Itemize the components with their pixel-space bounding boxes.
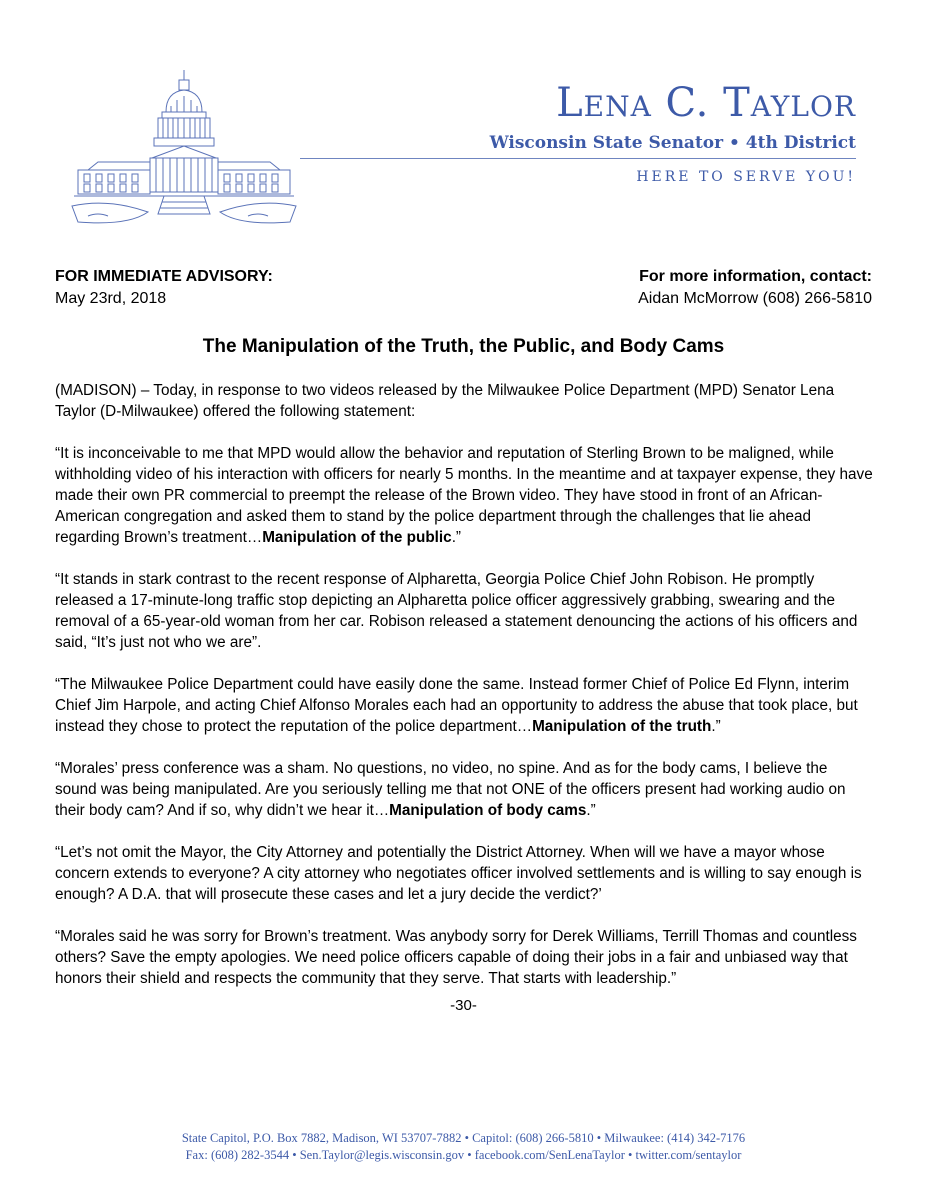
end-mark: -30-: [450, 997, 477, 1014]
press-release-body: [55, 380, 873, 1010]
paragraph: “It is inconceivable to me that MPD would allow the behavior and reputation of Sterling Brown to be maligned, while withholding video of his interaction with officers for nearly 5 months. In the meantime and at taxpayer expense, they have made their own PR commercial to preempt the release of the Brown video. They have stood in front of an African-American congregation and asked them to stand by the police department through the challenges that lie ahead regarding Brown’s treatment…Manipulation of the public.”: [55, 445, 873, 546]
senator-name: Lena C. Taylor: [556, 80, 856, 126]
contact-info: Aidan McMorrow (608) 266-5810: [638, 290, 872, 307]
emphasis-text: Manipulation of the public: [262, 529, 452, 546]
paragraph: “It stands in stark contrast to the recent response of Alpharetta, Georgia Police Chief John Robison. He promptly released a 17-minute-long traffic stop depicting an Alpharetta police officer aggressively grabbing, swearing and the removal of a 65-year-old woman from her car. Robison released a statement denouncing the actions of his officers and said, “It’s just not who we are”.: [55, 571, 858, 651]
paragraph: “Morales said he was sorry for Brown’s treatment. Was anybody sorry for Derek Williams, Terrill Thomas and countless others? Save the empty apologies. We need police officers capable of doing their jobs in a fair and unbiased way that honors their shield and respects the community that they serve. That starts with leadership.”: [55, 928, 857, 987]
paragraph: “Let’s not omit the Mayor, the City Attorney and potentially the District Attorney. When will we have a mayor whose concern extends to everyone? A city attorney who negotiates officer involved settlements and is willing to say enough is enough? A D.A. that will prosecute these cases and let a jury decide the verdict?’: [55, 844, 862, 903]
footer-contact-line: Fax: (608) 282-3544 • Sen.Taylor@legis.wisconsin.gov • facebook.com/SenLenaTaylor • twitter.com/sentaylor: [185, 1148, 742, 1162]
press-release-headline: The Manipulation of the Truth, the Public, and Body Cams: [202, 336, 725, 357]
paragraph: (MADISON) – Today, in response to two videos released by the Milwaukee Police Department (MPD) Senator Lena Taylor (D-Milwaukee) offered the following statement:: [55, 382, 835, 420]
contact-label: For more information, contact:: [639, 268, 872, 285]
emphasis-text: Manipulation of the truth: [532, 718, 712, 735]
emphasis-text: Manipulation of body cams: [389, 802, 587, 819]
release-date: May 23rd, 2018: [55, 290, 167, 307]
paragraph: “The Milwaukee Police Department could have easily done the same. Instead former Chief of Police Ed Flynn, interim Chief Jim Harpole, and acting Chief Alfonso Morales each had an opportunity to address the abuse that took place, but instead they chose to protect the reputation of the police department…Manipulation of the truth.”: [55, 676, 858, 735]
letterhead-divider: [300, 158, 856, 159]
senator-title: Wisconsin State Senator • 4th District: [489, 133, 856, 153]
paragraph: “Morales’ press conference was a sham. No questions, no video, no spine. And as for the body cams, I believe the sound was being manipulated. Are you seriously telling me that not ONE of the officers present had working audio on their body cam? And if so, why didn’t we hear it…Manipulation of body cams.”: [55, 760, 846, 819]
letterhead-slogan: HERE TO SERVE YOU!: [636, 169, 856, 185]
capitol-building-icon: [68, 66, 300, 234]
footer-address-line: State Capitol, P.O. Box 7882, Madison, WI 53707-7882 • Capitol: (608) 266-5810 • Milwaukee: (414) 342-7176: [181, 1131, 746, 1145]
advisory-label: FOR IMMEDIATE ADVISORY:: [55, 268, 273, 285]
